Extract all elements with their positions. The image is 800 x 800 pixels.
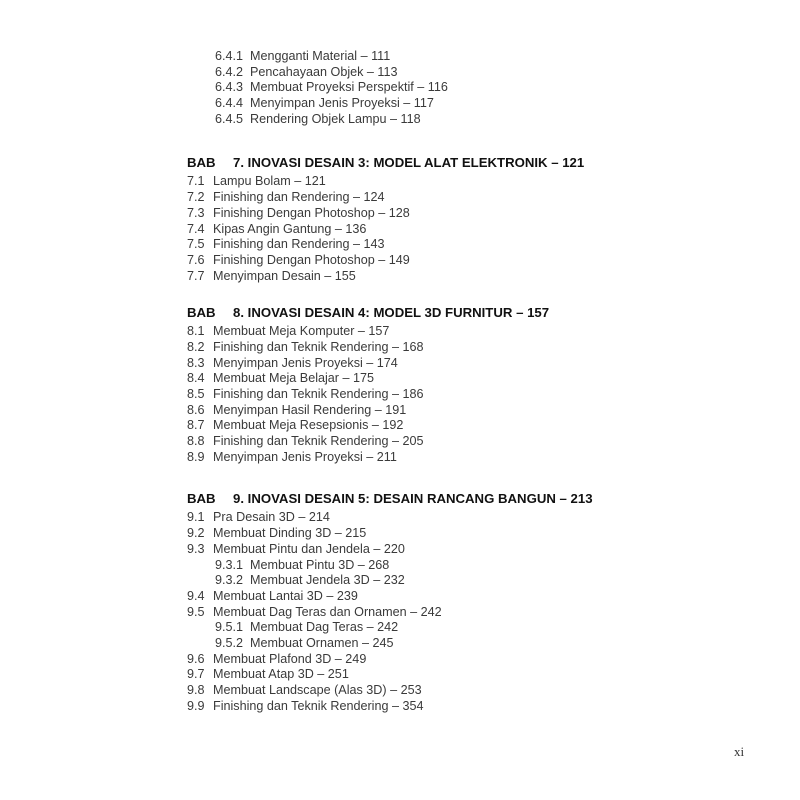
toc-entry-number: 7.7 [187,268,205,283]
toc-entry [187,206,607,222]
toc-entry-title: Menyimpan Hasil Rendering – 191 [213,402,407,417]
toc-entry [187,450,607,466]
chapter-9-section [187,490,607,714]
toc-entry-number: 7.6 [187,252,205,267]
toc-entry-title: Finishing Dengan Photoshop – 149 [213,252,410,267]
toc-entry-title: Rendering Objek Lampu – 118 [250,111,421,126]
toc-entry [187,542,607,558]
toc-entry [187,112,607,128]
toc-entry-number: 6.4.3 [215,80,244,95]
toc-entry-number: 6.4.4 [215,96,244,111]
toc-entry [187,620,607,636]
toc-entry [187,269,607,285]
toc-entry-title: Membuat Dinding 3D – 215 [213,526,367,541]
toc-entry-number: 8.4 [187,371,205,386]
chapter-title: 9. INOVASI DESAIN 5: DESAIN RANCANG BANGUN – 213 [233,491,593,507]
chapter-heading [187,490,607,508]
toc-entry-number: 9.5.1 [215,620,244,635]
toc-entry-number: 8.5 [187,387,205,401]
chapter-8-section [187,304,607,465]
toc-entry-number: 8.1 [187,324,205,339]
toc-entry-number: 9.1 [187,510,205,525]
toc-entry-title: Membuat Landscape (Alas 3D) – 253 [213,683,422,697]
toc-entry-number: 8.6 [187,402,205,417]
chapter-heading [187,304,607,322]
toc-entry-number: 8.7 [187,418,205,433]
toc-entry-title: Finishing dan Rendering – 143 [213,237,385,252]
toc-entry-number: 8.3 [187,355,205,370]
toc-entry-title: Finishing dan Teknik Rendering – 168 [213,339,424,354]
toc-entry-number: 7.4 [187,221,205,236]
toc-entry-title: Finishing dan Teknik Rendering – 205 [213,434,424,449]
toc-entry-title: Membuat Proyeksi Perspektif – 116 [250,80,448,95]
toc-entry-title: Membuat Meja Resepsionis – 192 [213,418,404,433]
toc-entry-number: 9.3 [187,541,205,556]
toc-continued-section [187,49,607,127]
toc-entry-number: 9.3.2 [215,573,244,588]
toc-entry-number: 8.9 [187,449,205,464]
toc-entry-number: 6.4.5 [215,111,244,126]
toc-entry [187,699,607,715]
toc-entry [187,683,607,699]
toc-entry-number: 9.8 [187,683,205,697]
toc-entry-title: Finishing dan Rendering – 124 [213,190,385,205]
page-number: xi [734,744,745,759]
toc-entry-title: Membuat Dag Teras – 242 [250,620,399,635]
toc-entry [187,589,607,605]
chapter-heading [187,154,607,172]
toc-entry-title: Membuat Meja Komputer – 157 [213,324,390,339]
toc-entry-title: Membuat Atap 3D – 251 [213,667,349,682]
toc-entry [187,49,607,65]
toc-entry-title: Mengganti Material – 111 [250,49,391,63]
toc-entry-title: Membuat Dag Teras dan Ornamen – 242 [213,604,442,619]
toc-entry-title: Menyimpan Desain – 155 [213,268,356,283]
toc-entry-number: 6.4.1 [215,49,244,63]
toc-entry-number: 9.3.1 [215,557,244,572]
toc-entry-title: Membuat Pintu dan Jendela – 220 [213,541,405,556]
toc-entry-number: 9.7 [187,667,205,682]
toc-entry [187,174,607,190]
toc-entry-title: Membuat Jendela 3D – 232 [250,573,405,588]
toc-entry [187,667,607,683]
toc-entry [187,222,607,238]
toc-entry-number: 8.2 [187,339,205,354]
toc-entry-number: 9.5 [187,604,205,619]
toc-entry-title: Membuat Pintu 3D – 268 [250,557,390,572]
toc-entry [187,526,607,542]
chapter-bab-label: BAB [187,155,216,171]
toc-entry-number: 7.3 [187,205,205,220]
toc-entry [187,80,607,96]
table-of-contents [187,49,607,714]
toc-entry [187,96,607,112]
toc-entry-title: Membuat Plafond 3D – 249 [213,651,367,666]
toc-entry-title: Pra Desain 3D – 214 [213,510,330,525]
toc-entry-title: Membuat Meja Belajar – 175 [213,371,375,386]
toc-entry [187,605,607,621]
toc-entry [187,573,607,589]
toc-entry-title: Menyimpan Jenis Proyeksi – 174 [213,355,398,370]
toc-entry-title: Kipas Angin Gantung – 136 [213,221,367,236]
toc-entry [187,510,607,526]
toc-entry [187,340,607,356]
toc-entry-number: 8.8 [187,434,205,449]
toc-entry-number: 9.4 [187,588,205,603]
toc-entry [187,324,607,340]
toc-entry [187,636,607,652]
toc-entry-title: Pencahayaan Objek – 113 [250,64,398,79]
toc-entry-title: Menyimpan Jenis Proyeksi – 117 [250,96,434,111]
toc-entry-title: Membuat Lantai 3D – 239 [213,588,358,603]
toc-entry [187,652,607,668]
toc-entry [187,371,607,387]
toc-entry [187,190,607,206]
toc-entry [187,65,607,81]
toc-entry-number: 7.2 [187,190,205,205]
toc-entry-title: Finishing dan Teknik Rendering – 186 [213,387,424,401]
toc-entry-title: Finishing dan Teknik Rendering – 354 [213,698,424,713]
toc-entry-number: 9.2 [187,526,205,541]
toc-entry-title: Lampu Bolam – 121 [213,174,326,189]
chapter-bab-label: BAB [187,305,216,321]
toc-entry-number: 7.5 [187,237,205,252]
toc-entry-number: 6.4.2 [215,64,244,79]
toc-entry [187,253,607,269]
toc-entry-title: Finishing Dengan Photoshop – 128 [213,205,410,220]
toc-entry [187,434,607,450]
toc-entry [187,237,607,253]
toc-entry-title: Menyimpan Jenis Proyeksi – 211 [213,449,397,464]
toc-entry [187,418,607,434]
toc-entry-number: 9.9 [187,698,205,713]
chapter-title: 8. INOVASI DESAIN 4: MODEL 3D FURNITUR – 157 [233,305,550,321]
toc-entry [187,403,607,419]
chapter-title: 7. INOVASI DESAIN 3: MODEL ALAT ELEKTRONIK – 121 [233,155,585,171]
toc-entry-title: Membuat Ornamen – 245 [250,635,394,650]
chapter-bab-label: BAB [187,491,216,507]
chapter-7-section [187,154,607,284]
toc-entry-number: 9.5.2 [215,635,244,650]
toc-entry [187,558,607,574]
toc-entry [187,356,607,372]
toc-entry-number: 9.6 [187,651,205,666]
toc-entry [187,387,607,403]
toc-entry-number: 7.1 [187,174,205,189]
